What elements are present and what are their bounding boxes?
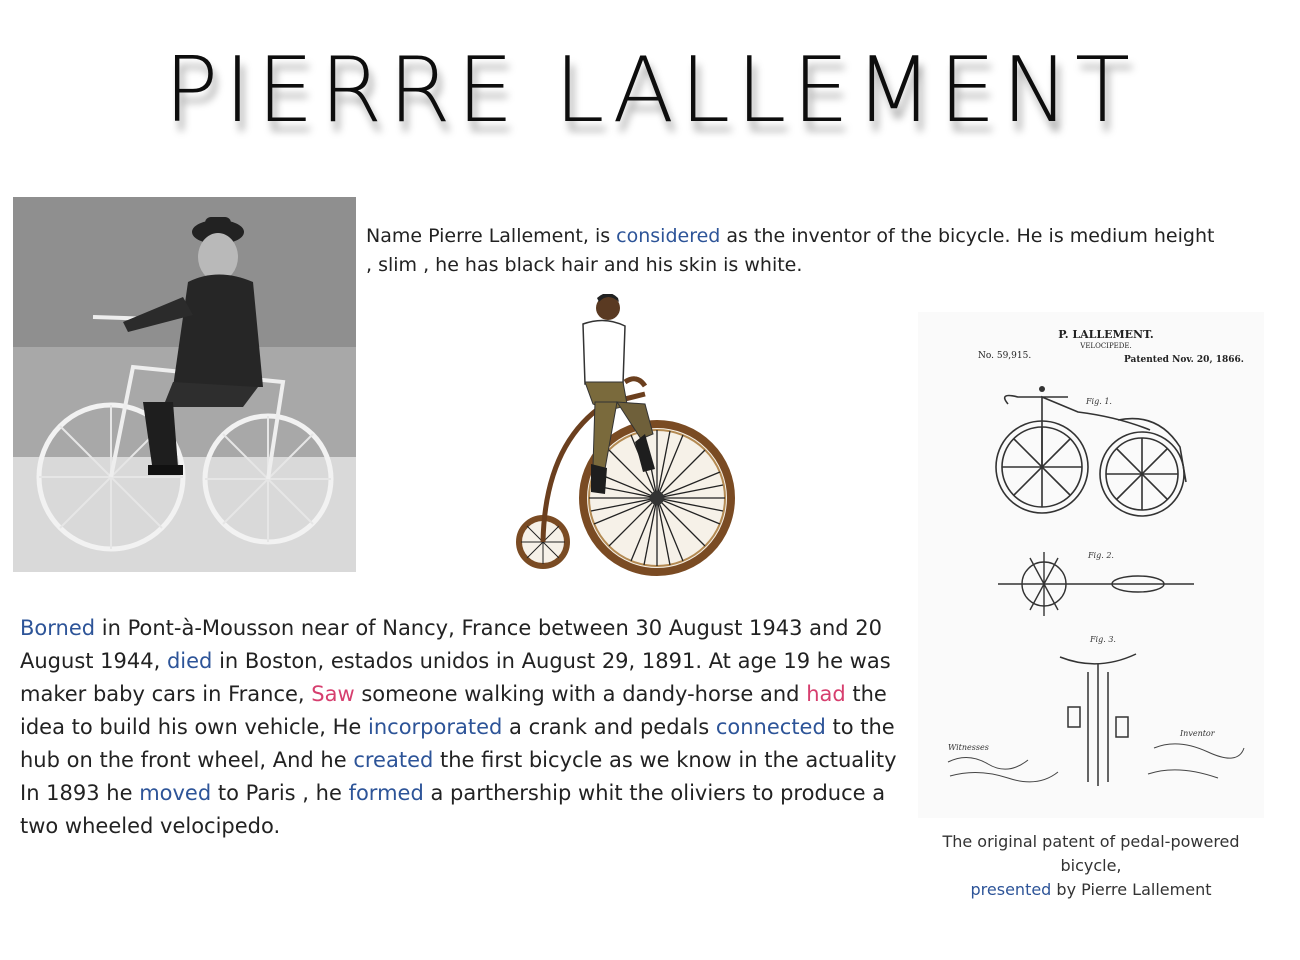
historic-photo-man-on-velocipede [13,197,356,572]
intro-paragraph [366,222,1226,280]
patent-fig2-label: Fig. 2. [1088,551,1114,560]
highlight-word: Saw [311,682,355,706]
bio-text: to Paris , he [211,781,349,805]
bio-text: in Pont-à-Mousson near of Nancy, France between 30 August 1943 and 20 August 1944, [20,616,883,673]
patent-fig3-label: Fig. 3. [1090,635,1116,644]
biography-paragraph [20,612,920,843]
highlight-word: incorporated [368,715,503,739]
penny-farthing-illustration [505,294,737,584]
intro-text: as the inventor of the bicycle. He is medium height , slim , he has black hair and his skin is white. [366,225,1215,276]
bio-text: someone walking with a dandy-horse and [354,682,807,706]
highlight-word: died [166,649,213,673]
bio-text: the idea to build his own vehicle, He [20,682,887,739]
highlight-word: formed [348,781,424,805]
caption-line-1: The original patent of pedal-powered bicycle, [942,832,1240,875]
patent-drawing [918,312,1264,818]
bio-text: a parthership whit the oliviers to produce a two wheeled velocipedo. [20,781,886,838]
page-title: PIERRE LALLEMENT [164,38,1136,143]
bio-text: the first bicycle as we know in the actuality In 1893 he [20,748,897,805]
highlight-word: Borned [20,616,96,640]
patent-fig1-label: Fig. 1. [1086,397,1112,406]
intro-text: Name Pierre Lallement, is [366,225,617,247]
patent-name: P. LALLEMENT. [1058,328,1154,341]
highlight-word: considered [616,225,721,247]
patent-inventor: Inventor [1180,729,1215,738]
bio-text: in Boston, estados unidos in August 29, 1891. At age 19 he was maker baby cars in France, [20,649,891,706]
patent-caption [918,830,1264,902]
patent-witnesses: Witnesses [948,743,989,752]
highlight-word: had [806,682,846,706]
caption-line-2 [918,878,1264,902]
caption-text: by Pierre Lallement [1051,880,1212,899]
patent-date: Patented Nov. 20, 1866. [1124,355,1244,365]
bio-text: a crank and pedals [502,715,716,739]
patent-number: No. 59,915. [978,351,1032,361]
bio-text: to the hub on the front wheel, And he [20,715,895,772]
highlight-word: connected [715,715,826,739]
patent-subtitle: VELOCIPEDE. [1080,342,1132,350]
highlight-word: presented [970,880,1052,899]
highlight-word: moved [139,781,212,805]
highlight-word: created [353,748,434,772]
